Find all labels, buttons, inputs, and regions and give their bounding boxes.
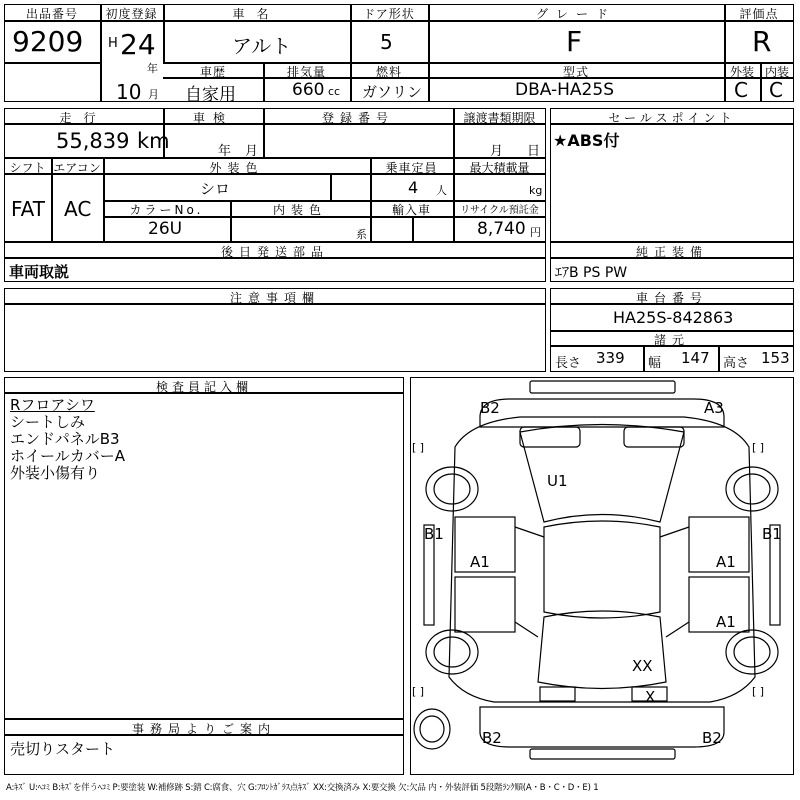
mark-a1-right-rear: A1: [716, 613, 736, 631]
first-reg-label: 初度登録: [105, 7, 158, 21]
inspector-line: ホイールカバーA: [10, 447, 125, 465]
color-number: 26U: [148, 219, 183, 239]
capacity: 4: [408, 178, 419, 197]
score-label: 評価点: [739, 7, 779, 21]
length-label: 長さ: [555, 356, 582, 371]
chassis-label: 車台番号: [635, 291, 708, 305]
mark-a1-left: A1: [470, 553, 490, 571]
ac-label: エアコン: [53, 161, 101, 175]
width: 147: [681, 349, 710, 367]
cap-label: 乗車定員: [385, 161, 438, 175]
equip-label: 純正装備: [635, 245, 708, 259]
bracket-rear-right: [ ]: [752, 685, 765, 698]
body-color: シロ: [200, 180, 231, 198]
mark-u1: U1: [547, 472, 568, 490]
bracket-front-left: [ ]: [412, 441, 425, 454]
transfer-day-unit: 日: [527, 144, 541, 159]
ext-score: C: [734, 78, 748, 102]
load-label: 最大積載量: [469, 161, 530, 175]
load-unit: kg: [529, 184, 543, 197]
year-unit: 年: [147, 62, 158, 75]
capacity-unit: 人: [436, 184, 447, 197]
mileage-unit: km: [137, 129, 170, 153]
month-unit: 月: [148, 88, 159, 101]
ext-label: 外装: [729, 65, 754, 79]
mark-b1-right: B1: [762, 525, 782, 543]
shift-label: シフト: [9, 161, 46, 175]
recycle-fee: 8,740: [477, 219, 526, 239]
fuel: ガソリン: [362, 83, 423, 101]
ac: AC: [64, 197, 92, 221]
parts-value: 車両取説: [9, 263, 70, 281]
score: R: [752, 25, 772, 58]
height-label: 高さ: [723, 356, 750, 371]
specs-label: 諸元: [653, 333, 690, 347]
lot-label: 出品番号: [25, 7, 78, 21]
bracket-front-right: [ ]: [752, 441, 765, 454]
mileage-label: 走行: [59, 111, 108, 125]
displacement: 660: [292, 80, 325, 100]
era: H: [108, 36, 118, 51]
mark-b2-rear-left: B2: [482, 729, 502, 747]
car-name: アルト: [232, 34, 292, 58]
inspector-line: エンドパネルB3: [10, 430, 120, 448]
door-label: ドア形状: [363, 7, 415, 21]
inspect-year-unit: 年: [218, 144, 232, 159]
inspector-line: 外装小傷有り: [10, 464, 101, 482]
reg-year: 24: [120, 28, 156, 61]
height: 153: [761, 349, 790, 367]
regno-label: 登録番号: [321, 111, 394, 125]
fuel-label: 燃料: [375, 65, 402, 79]
recycle-unit: 円: [530, 226, 541, 239]
inspect-label: 車検: [192, 111, 233, 125]
colorno-label: カラーNo.: [129, 203, 204, 217]
intcolor-label: 内装色: [272, 203, 327, 217]
inspector-notes: [10, 397, 125, 482]
office-value: 売切りスタート: [10, 740, 116, 758]
inspector-line: Rフロアシワ: [10, 396, 95, 414]
lot-number: 9209: [12, 25, 84, 58]
chassis-number: HA25S-842863: [613, 308, 734, 327]
mark-a3: A3: [704, 399, 724, 417]
name-label: 車名: [232, 7, 281, 21]
mileage: 55,839: [56, 129, 130, 153]
grade-label: グレード: [535, 7, 616, 21]
door-count: 5: [380, 30, 393, 54]
import-label: 輸入車: [391, 203, 431, 217]
model-label: 型式: [562, 65, 589, 79]
office-label: 事務局よりご案内: [131, 722, 276, 736]
bracket-rear-left: [ ]: [412, 685, 425, 698]
inspect-month-unit: 月: [245, 144, 259, 159]
mark-a1-right-front: A1: [716, 553, 736, 571]
transfer-label: 譲渡書類期限: [463, 111, 536, 125]
intcolor-unit: 系: [356, 228, 367, 241]
notes-label: 注意事項欄: [229, 291, 320, 305]
history-label: 車歴: [199, 65, 226, 79]
transfer-month-unit: 月: [490, 144, 504, 159]
disp-label: 排気量: [286, 65, 326, 79]
mark-b2-front: B2: [480, 399, 500, 417]
model-code: DBA-HA25S: [515, 80, 614, 100]
width-label: 幅: [648, 356, 662, 371]
length: 339: [596, 349, 625, 367]
car-damage-diagram: [410, 377, 794, 775]
parts-label: 後日発送部品: [220, 245, 329, 259]
disp-unit: cc: [328, 85, 341, 98]
recycle-label: リサイクル預託金: [460, 205, 539, 216]
sales-point: ★ABS付: [553, 131, 620, 150]
int-score: C: [769, 78, 783, 102]
inspector-label: 検査員記入欄: [155, 380, 252, 394]
mark-b1-left: B1: [424, 525, 444, 543]
grade: F: [566, 25, 583, 58]
equip-value: ｴｱB PS PW: [555, 265, 628, 281]
mark-b2-rear-right: B2: [702, 729, 722, 747]
history: 自家用: [185, 85, 236, 105]
color-label: 外装色: [209, 161, 264, 175]
reg-month: 10: [116, 80, 142, 104]
shift: FAT: [11, 197, 46, 221]
int-label: 内装: [764, 65, 789, 79]
mark-xx: XX: [632, 657, 653, 675]
legend: A:ｷｽﾞ U:ﾍｺﾐ B:ｷｽﾞを伴うﾍｺﾐ P:要塗装 W:補修跡 S:錆 C:腐食、穴 G:ﾌﾛﾝﾄｶﾞﾗｽ点ｷｽﾞ XX:交換済み X:要交換 欠:欠品 内・外装評価 5段階ﾗﾝｸ順(A・B・C・D・E) 1: [6, 783, 599, 793]
mark-x: X: [645, 688, 656, 706]
sales-label: セールスポイント: [608, 111, 736, 125]
inspector-line: シートしみ: [10, 413, 86, 431]
